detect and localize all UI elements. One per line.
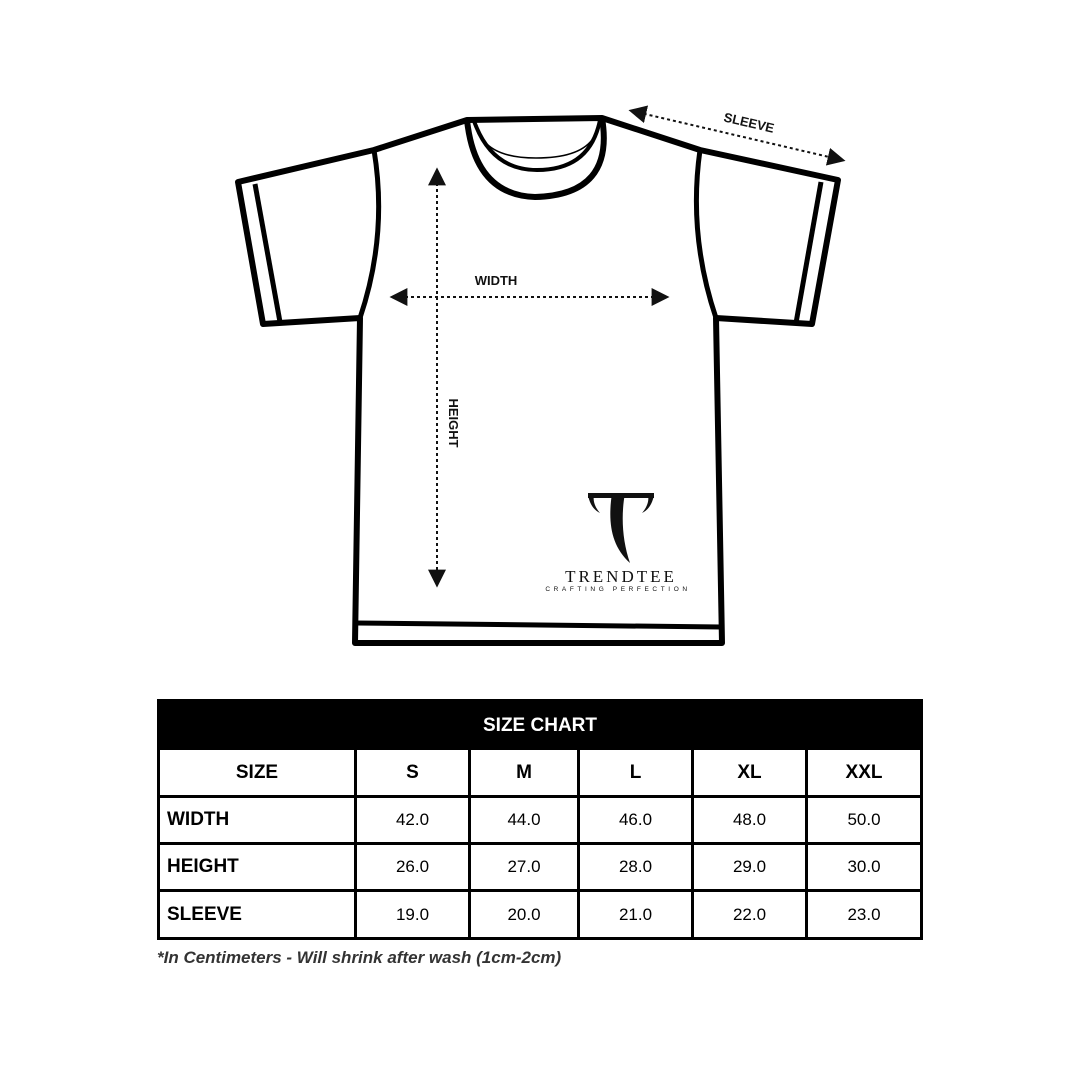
table-cell: 44.0 xyxy=(471,798,580,842)
size-s-header: S xyxy=(357,750,471,795)
size-m-header: M xyxy=(471,750,580,795)
table-row-height xyxy=(160,845,920,889)
table-cell: 42.0 xyxy=(357,798,471,842)
row-label: WIDTH xyxy=(160,798,357,842)
table-cell: 30.0 xyxy=(847,857,881,876)
table-cell: 48.0 xyxy=(694,798,808,842)
size-xxl-header: XXL xyxy=(845,761,883,783)
size-header-row xyxy=(160,750,920,795)
row-label: HEIGHT xyxy=(160,845,357,889)
brand-name: TRENDTEE xyxy=(565,567,677,586)
size-xl-header: XL xyxy=(694,750,808,795)
table-cell: 23.0 xyxy=(847,904,881,924)
sleeve-label: SLEEVE xyxy=(722,109,776,136)
table-cell: 29.0 xyxy=(694,845,808,889)
table-cell: 50.0 xyxy=(847,810,881,829)
size-l-header: L xyxy=(580,750,694,795)
size-column-header: SIZE xyxy=(160,750,357,795)
table-row-sleeve xyxy=(160,892,920,937)
footnote: *In Centimeters - Will shrink after wash (1cm-2cm) xyxy=(157,948,562,967)
table-cell: 28.0 xyxy=(580,845,694,889)
brand-t-icon xyxy=(588,493,654,563)
brand-logo xyxy=(545,493,690,593)
width-label: WIDTH xyxy=(474,273,518,288)
table-cell: 21.0 xyxy=(580,892,694,937)
size-chart-table xyxy=(157,699,923,940)
tshirt-outline xyxy=(238,118,838,643)
table-cell: 20.0 xyxy=(471,892,580,937)
table-cell: 46.0 xyxy=(580,798,694,842)
brand-tagline: CRAFTING PERFECTION xyxy=(545,586,691,593)
table-cell: 26.0 xyxy=(357,845,471,889)
table-cell: 19.0 xyxy=(357,892,471,937)
height-label: HEIGHT xyxy=(446,398,461,448)
table-cell: 22.0 xyxy=(694,892,808,937)
size-chart-title: SIZE CHART xyxy=(160,702,920,750)
row-label: SLEEVE xyxy=(160,892,357,937)
table-cell: 27.0 xyxy=(471,845,580,889)
table-row-width xyxy=(160,798,920,842)
